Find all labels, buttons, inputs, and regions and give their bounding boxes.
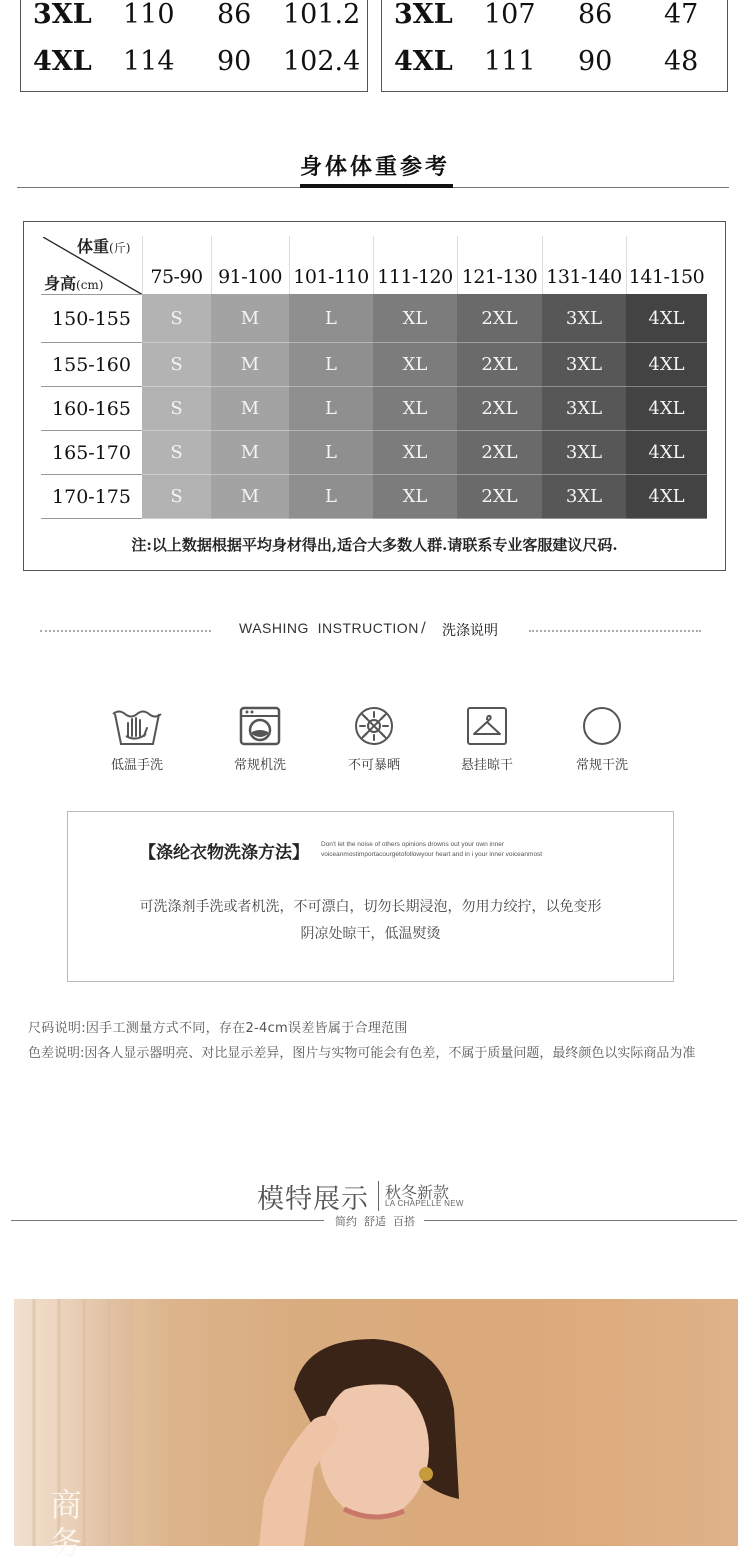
height-range-header: 165-170: [41, 431, 142, 475]
size-cell: 2XL: [457, 294, 542, 343]
column-separator: [542, 236, 543, 294]
column-separator: [289, 236, 290, 294]
column-separator: [457, 236, 458, 294]
size-cell: XL: [373, 387, 457, 431]
size-cell: S: [142, 475, 211, 519]
machine-wash-icon: [239, 706, 281, 746]
size-cell: 3XL: [542, 387, 626, 431]
height-range-header: 160-165: [41, 387, 142, 431]
washing-method-line-2: 阴凉处晾干，低温熨烫: [300, 926, 441, 942]
care-item-no-sun: 不可暴晒: [319, 706, 429, 773]
size-cell: L: [289, 475, 373, 519]
weight-range-header: 131-140: [546, 266, 622, 288]
size-cell: M: [211, 294, 289, 343]
care-item-dry-clean: 常规干洗: [547, 706, 657, 773]
weight-range-header: 141-150: [628, 266, 705, 288]
care-item-hang-dry: 悬挂晾干: [432, 706, 542, 773]
column-separator: [211, 236, 212, 294]
size-cell: L: [289, 431, 373, 475]
model-photo: [14, 1299, 738, 1546]
table-row: 4XL 114 90 102.4: [33, 46, 361, 77]
hang-dry-icon: [466, 706, 508, 746]
weight-range-header: 121-130: [461, 266, 538, 288]
section-title-underline: [300, 184, 453, 188]
column-separator: [142, 236, 143, 294]
size-note: 尺码说明:因手工测量方式不同，存在2-4cm误差皆属于合理范围: [28, 1021, 408, 1036]
washing-method-en-text: Don't let the noise of others opinions drowns out your own inner voiceanmostimportacourgetofollowyour heart and in i your inner voiceanmost: [321, 841, 543, 858]
size-cell: L: [289, 387, 373, 431]
height-range-header: 155-160: [41, 343, 142, 387]
washing-header-slash: /: [421, 620, 426, 636]
model-photo-illustration: [14, 1299, 738, 1546]
size-cell: S: [142, 343, 211, 387]
size-table-left: [20, 0, 368, 92]
weight-range-header: 75-90: [150, 266, 203, 288]
washing-header-cn: 洗涤说明: [442, 623, 498, 639]
washing-header: [0, 620, 750, 640]
care-item-machine-wash: 常规机洗: [205, 706, 315, 773]
dry-clean-icon: [581, 706, 623, 746]
size-cell: XL: [373, 294, 457, 343]
model-subtitle-en: LA CHAPELLE NEW: [385, 1199, 464, 1208]
weight-range-header: 91-100: [218, 266, 282, 288]
weight-range-header: 101-110: [293, 266, 369, 288]
table-row: 4XL 111 90 48: [394, 46, 699, 77]
size-cell: XL: [373, 343, 457, 387]
table-row: 3XL 110 86 101.2: [33, 0, 361, 30]
table-note: 注:以上数据根据平均身材得出,适合大多数人群.请联系专业客服建议尺码.: [131, 536, 618, 554]
size-cell: 4XL: [626, 294, 707, 343]
weight-axis-label: 体重(斤): [77, 237, 131, 256]
size-cell: 2XL: [457, 343, 542, 387]
size-cell: 4XL: [626, 387, 707, 431]
no-sun-icon: [353, 706, 395, 746]
size-cell: L: [289, 343, 373, 387]
care-item-hand-wash: 低温手洗: [82, 706, 192, 773]
size-cell: M: [211, 343, 289, 387]
dotted-divider: [529, 630, 701, 632]
dotted-divider: [40, 630, 211, 632]
size-table-right: [381, 0, 728, 92]
size-cell: 2XL: [457, 387, 542, 431]
height-range-header: 170-175: [41, 475, 142, 519]
title-separator: [378, 1181, 379, 1211]
weight-range-header: 111-120: [377, 266, 453, 288]
photo-caption: 商务: [50, 1486, 83, 1562]
size-cell: M: [211, 475, 289, 519]
washing-header-en: WASHING INSTRUCTION: [239, 620, 419, 636]
height-axis-label: 身高(cm): [44, 274, 104, 293]
table-row: 3XL 107 86 47: [394, 0, 699, 30]
size-cell: XL: [373, 431, 457, 475]
size-cell: 4XL: [626, 343, 707, 387]
size-cell: 3XL: [542, 294, 626, 343]
size-cell: 2XL: [457, 431, 542, 475]
washing-method-title: 【涤纶衣物洗涤方法】: [139, 843, 309, 863]
column-separator: [626, 236, 627, 294]
size-cell: 3XL: [542, 343, 626, 387]
color-difference-note: 色差说明:因各人显示器明亮、对比显示差异，图片与实物可能会有色差，不属于质量问题，最终颜色以实际商品为准: [28, 1046, 696, 1061]
model-subtitle-cn: 秋冬新款: [385, 1183, 450, 1202]
washing-method-line-1: 可洗涤剂手洗或者机洗，不可漂白，切勿长期浸泡，勿用力绞拧，以免变形: [139, 899, 602, 915]
height-range-header: 150-155: [41, 294, 142, 343]
size-cell: M: [211, 387, 289, 431]
size-cell: S: [142, 387, 211, 431]
size-cell: 4XL: [626, 475, 707, 519]
size-cell: XL: [373, 475, 457, 519]
model-tagline: 简约 舒适 百搭: [335, 1215, 415, 1228]
size-cell: S: [142, 294, 211, 343]
size-cell: M: [211, 431, 289, 475]
size-cell: 3XL: [542, 475, 626, 519]
size-cell: S: [142, 431, 211, 475]
model-section-title: 模特展示: [257, 1184, 369, 1215]
column-separator: [373, 236, 374, 294]
size-cell: 3XL: [542, 431, 626, 475]
section-title: 身体体重参考: [299, 155, 450, 180]
hand-wash-icon: [110, 706, 164, 746]
size-cell: L: [289, 294, 373, 343]
size-cell: 2XL: [457, 475, 542, 519]
size-cell: 4XL: [626, 431, 707, 475]
